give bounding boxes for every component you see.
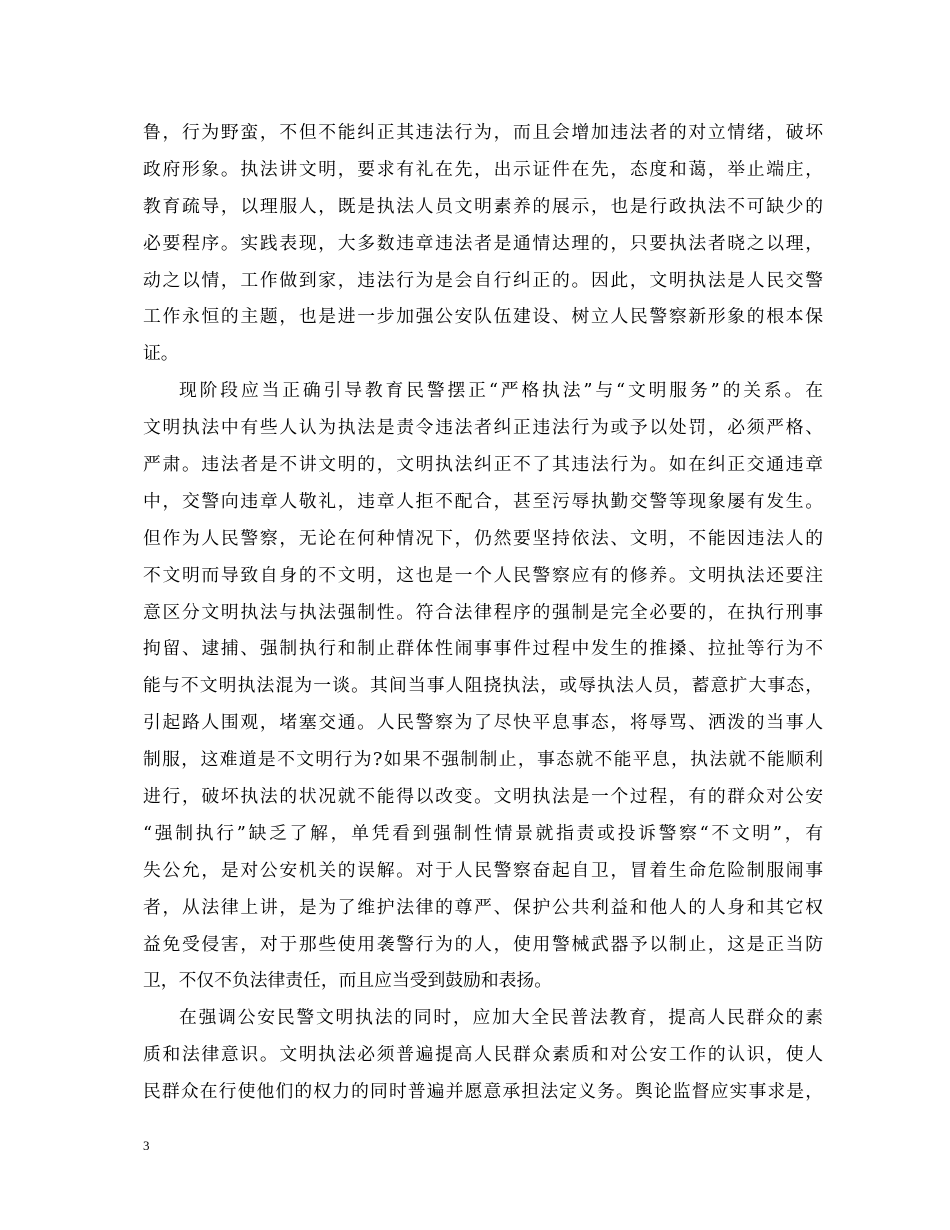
paragraph-start-line: 现阶段应当正确引导教育民警摆正“严格执法”与“文明服务”的关系。在 xyxy=(179,380,823,402)
text-line: “强制执行”缺乏了解，单凭看到强制性情景就指责或投诉警察“不文明”，有 xyxy=(143,822,823,844)
page-number: 3 xyxy=(143,1138,150,1153)
text-line: 益免受侵害，对于那些使用袭警行为的人，使用警械武器予以制止，这是正当防 xyxy=(143,933,823,955)
text-line: 政府形象。执法讲文明，要求有礼在先，出示证件在先，态度和蔼，举止端庄， xyxy=(143,158,823,180)
text-line: 者，从法律上讲，是为了维护法律的尊严、保护公共利益和他人的人身和其它权 xyxy=(143,896,823,918)
text-line: 失公允，是对公安机关的误解。对于人民警察奋起自卫，冒着生命危险制服闹事 xyxy=(143,859,823,881)
text-line: 质和法律意识。文明执法必须普遍提高人民群众素质和对公安工作的认识，使人 xyxy=(143,1044,823,1066)
text-line: 证。 xyxy=(143,343,179,365)
text-line: 拘留、逮捕、强制执行和制止群体性闹事事件过程中发生的推搡、拉扯等行为不 xyxy=(143,638,823,660)
text-line: 鲁，行为野蛮，不但不能纠正其违法行为，而且会增加违法者的对立情绪，破坏 xyxy=(143,122,823,143)
text-line: 卫，不仅不负法律责任，而且应当受到鼓励和表扬。 xyxy=(143,970,552,992)
text-line: 必要程序。实践表现，大多数违章违法者是通情达理的，只要执法者晓之以理， xyxy=(143,232,823,254)
text-line: 不文明而导致自身的不文明，这也是一个人民警察应有的修养。文明执法还要注 xyxy=(143,564,823,586)
text-line: 引起路人围观，堵塞交通。人民警察为了尽快平息事态，将辱骂、洒泼的当事人 xyxy=(143,712,823,734)
text-line: 但作为人民警察，无论在何种情况下，仍然要坚持依法、文明，不能因违法人的 xyxy=(143,527,823,549)
text-line: 制服，这难道是不文明行为?如果不强制制止，事态就不能平息，执法就不能顺利 xyxy=(143,749,823,771)
paragraph-start-line: 在强调公安民警文明执法的同时，应加大全民普法教育，提高人民群众的素 xyxy=(179,1007,823,1029)
text-line: 文明执法中有些人认为执法是责令违法者纠正违法行为或予以处罚，必须严格、 xyxy=(143,417,823,439)
text-line: 中，交警向违章人敬礼，违章人拒不配合，甚至污辱执勤交警等现象屡有发生。 xyxy=(143,490,823,512)
text-line: 动之以情，工作做到家，违法行为是会自行纠正的。因此，文明执法是人民交警 xyxy=(143,269,823,291)
text-line: 教育疏导，以理服人，既是执法人员文明素养的展示，也是行政执法不可缺少的 xyxy=(143,195,823,217)
text-line: 进行，破坏执法的状况就不能得以改变。文明执法是一个过程，有的群众对公安 xyxy=(143,786,823,808)
text-line: 能与不文明执法混为一谈。其间当事人阻挠执法，或辱执法人员，蓄意扩大事态， xyxy=(143,675,823,697)
text-line: 意区分文明执法与执法强制性。符合法律程序的强制是完全必要的，在执行刑事 xyxy=(143,601,823,623)
body-text xyxy=(143,115,823,1111)
text-line: 民群众在行使他们的权力的同时普遍并愿意承担法定义务。舆论监督应实事求是， xyxy=(143,1081,823,1103)
text-line: 工作永恒的主题，也是进一步加强公安队伍建设、树立人民警察新形象的根本保 xyxy=(143,306,823,328)
text-line: 严肃。违法者是不讲文明的，文明执法纠正不了其违法行为。如在纠正交通违章 xyxy=(143,454,823,476)
